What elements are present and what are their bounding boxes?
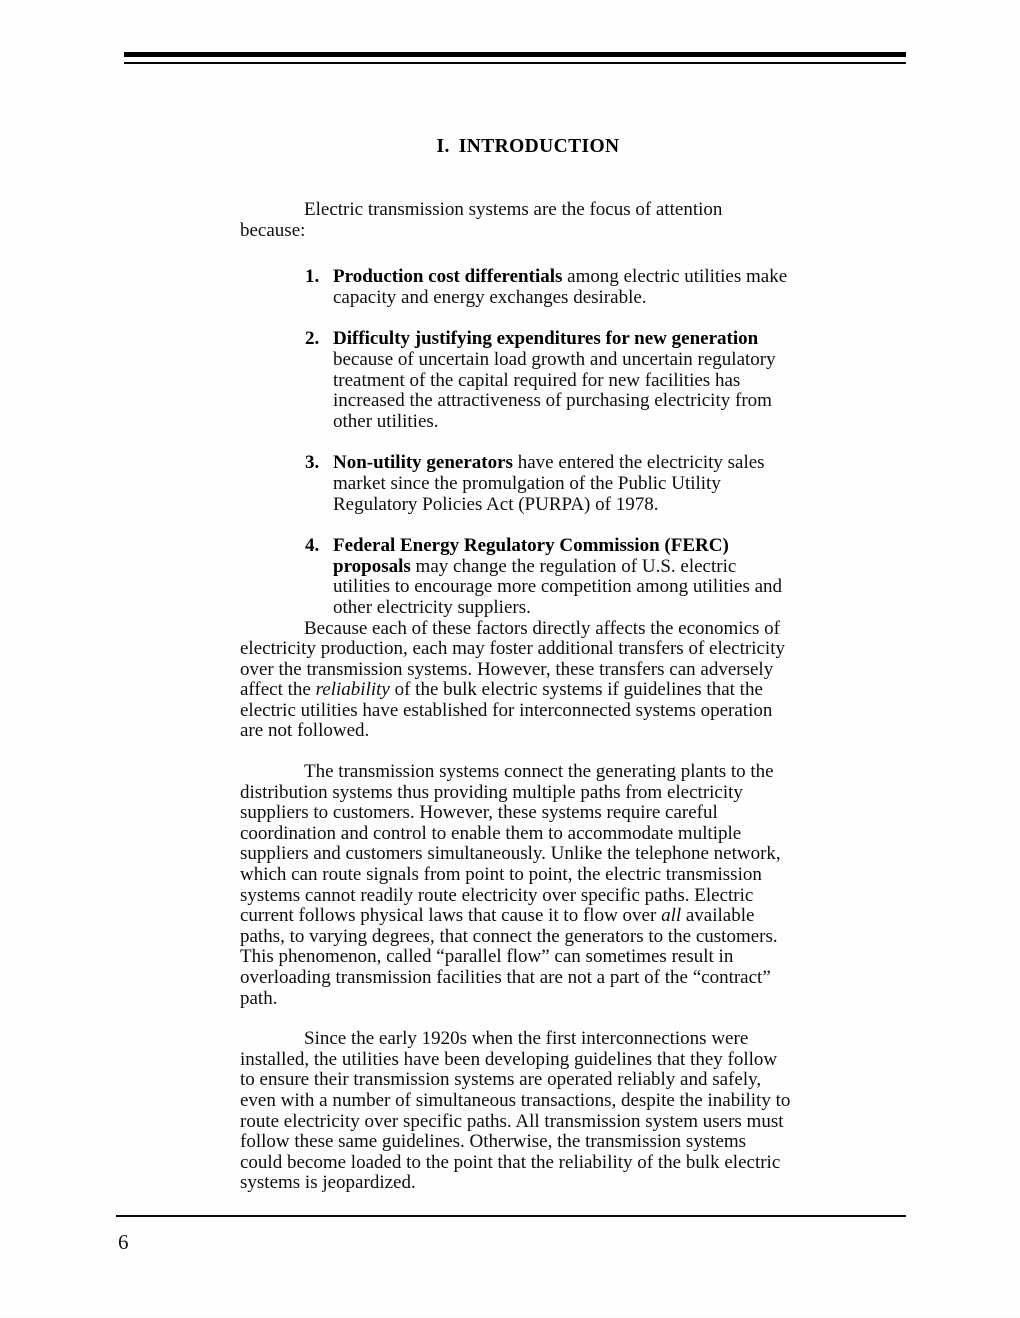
footer-rule bbox=[116, 1215, 906, 1217]
body-paragraph-2 bbox=[240, 762, 792, 1009]
paragraph-emphasis: reliability bbox=[315, 679, 390, 701]
list-item-lead: Difficulty justifying expenditures for new generation bbox=[333, 328, 759, 350]
list-item-marker: 4. bbox=[305, 535, 320, 557]
paragraph-text-part2: available paths, to varying degrees, that connect the generators to the customers. This phenomenon, called “parallel flow” can sometimes result in overloading transmission facilities that are not a part of the “contract” path. bbox=[240, 905, 778, 1009]
paragraph-text-part2: of the bulk electric systems if guidelines that the electric utilities have established for interconnected systems operation are not followed. bbox=[240, 679, 773, 742]
list-item bbox=[305, 329, 792, 432]
page-content bbox=[240, 136, 792, 1194]
list-item-lead: Federal Energy Regulatory Commission (FERC) proposals bbox=[333, 535, 729, 577]
list-item bbox=[305, 453, 792, 515]
body-paragraph-1 bbox=[240, 619, 792, 743]
section-title-text: INTRODUCTION bbox=[458, 136, 620, 157]
page-number: 6 bbox=[118, 1230, 129, 1254]
list-item-text: may change the regulation of U.S. electric utilities to encourage more competition among utilities and other electricity suppliers. bbox=[333, 555, 783, 618]
list-item-marker: 3. bbox=[305, 452, 320, 474]
list-item-lead: Non-utility generators bbox=[333, 452, 513, 474]
list-item-text: have entered the electricity sales market since the promulgation of the Public Utility Regulatory Policies Act (PURPA) of 1978. bbox=[333, 452, 765, 515]
numbered-list bbox=[240, 267, 792, 618]
list-item-lead: Production cost differentials bbox=[333, 266, 563, 288]
paragraph-emphasis: all bbox=[661, 905, 682, 927]
list-item bbox=[305, 536, 792, 618]
header-double-rule bbox=[124, 52, 906, 64]
list-item bbox=[305, 267, 792, 308]
list-item-marker: 1. bbox=[305, 266, 320, 288]
page-title bbox=[240, 136, 792, 158]
paragraph-text-part1: The transmission systems connect the generating plants to the distribution systems thus providing multiple paths from electricity suppliers to customers. However, these systems require careful coordination and control to enable them to accommodate multiple suppliers and customers simultaneously. Unlike the telephone network, which can route signals from point to point, the electric transmission systems cannot readily route electricity over specific paths. Electric current follows physical laws that cause it to flow over bbox=[240, 761, 781, 927]
list-item-text: because of uncertain load growth and uncertain regulatory treatment of the capital required for new facilities has increased the attractiveness of purchasing electricity from other utilities. bbox=[333, 348, 776, 432]
list-item-marker: 2. bbox=[305, 328, 320, 350]
body-paragraph-3 bbox=[240, 1029, 792, 1194]
paragraph-text-part1: Because each of these factors directly affects the economics of electricity production, each may foster additional transfers of electricity over the transmission systems. However, these transfers can adversely affect the bbox=[240, 617, 785, 701]
list-item-text: among electric utilities make capacity and energy exchanges desirable. bbox=[333, 266, 788, 308]
paragraph-text-part1: Since the early 1920s when the first interconnections were installed, the utilities have been developing guidelines that they follow to ensure their transmission systems are operated reliably and safely, even with a number of simultaneous transactions, despite the inability to route electricity over specific paths. All transmission system users must follow these same guidelines. Otherwise, the transmission systems could become loaded to the point that the reliability of the bulk electric systems is jeopardized. bbox=[240, 1028, 791, 1194]
intro-paragraph: Electric transmission systems are the focus of attention because: bbox=[240, 199, 723, 241]
header-rule-thin bbox=[124, 62, 906, 64]
section-numeral: I. bbox=[436, 136, 450, 157]
